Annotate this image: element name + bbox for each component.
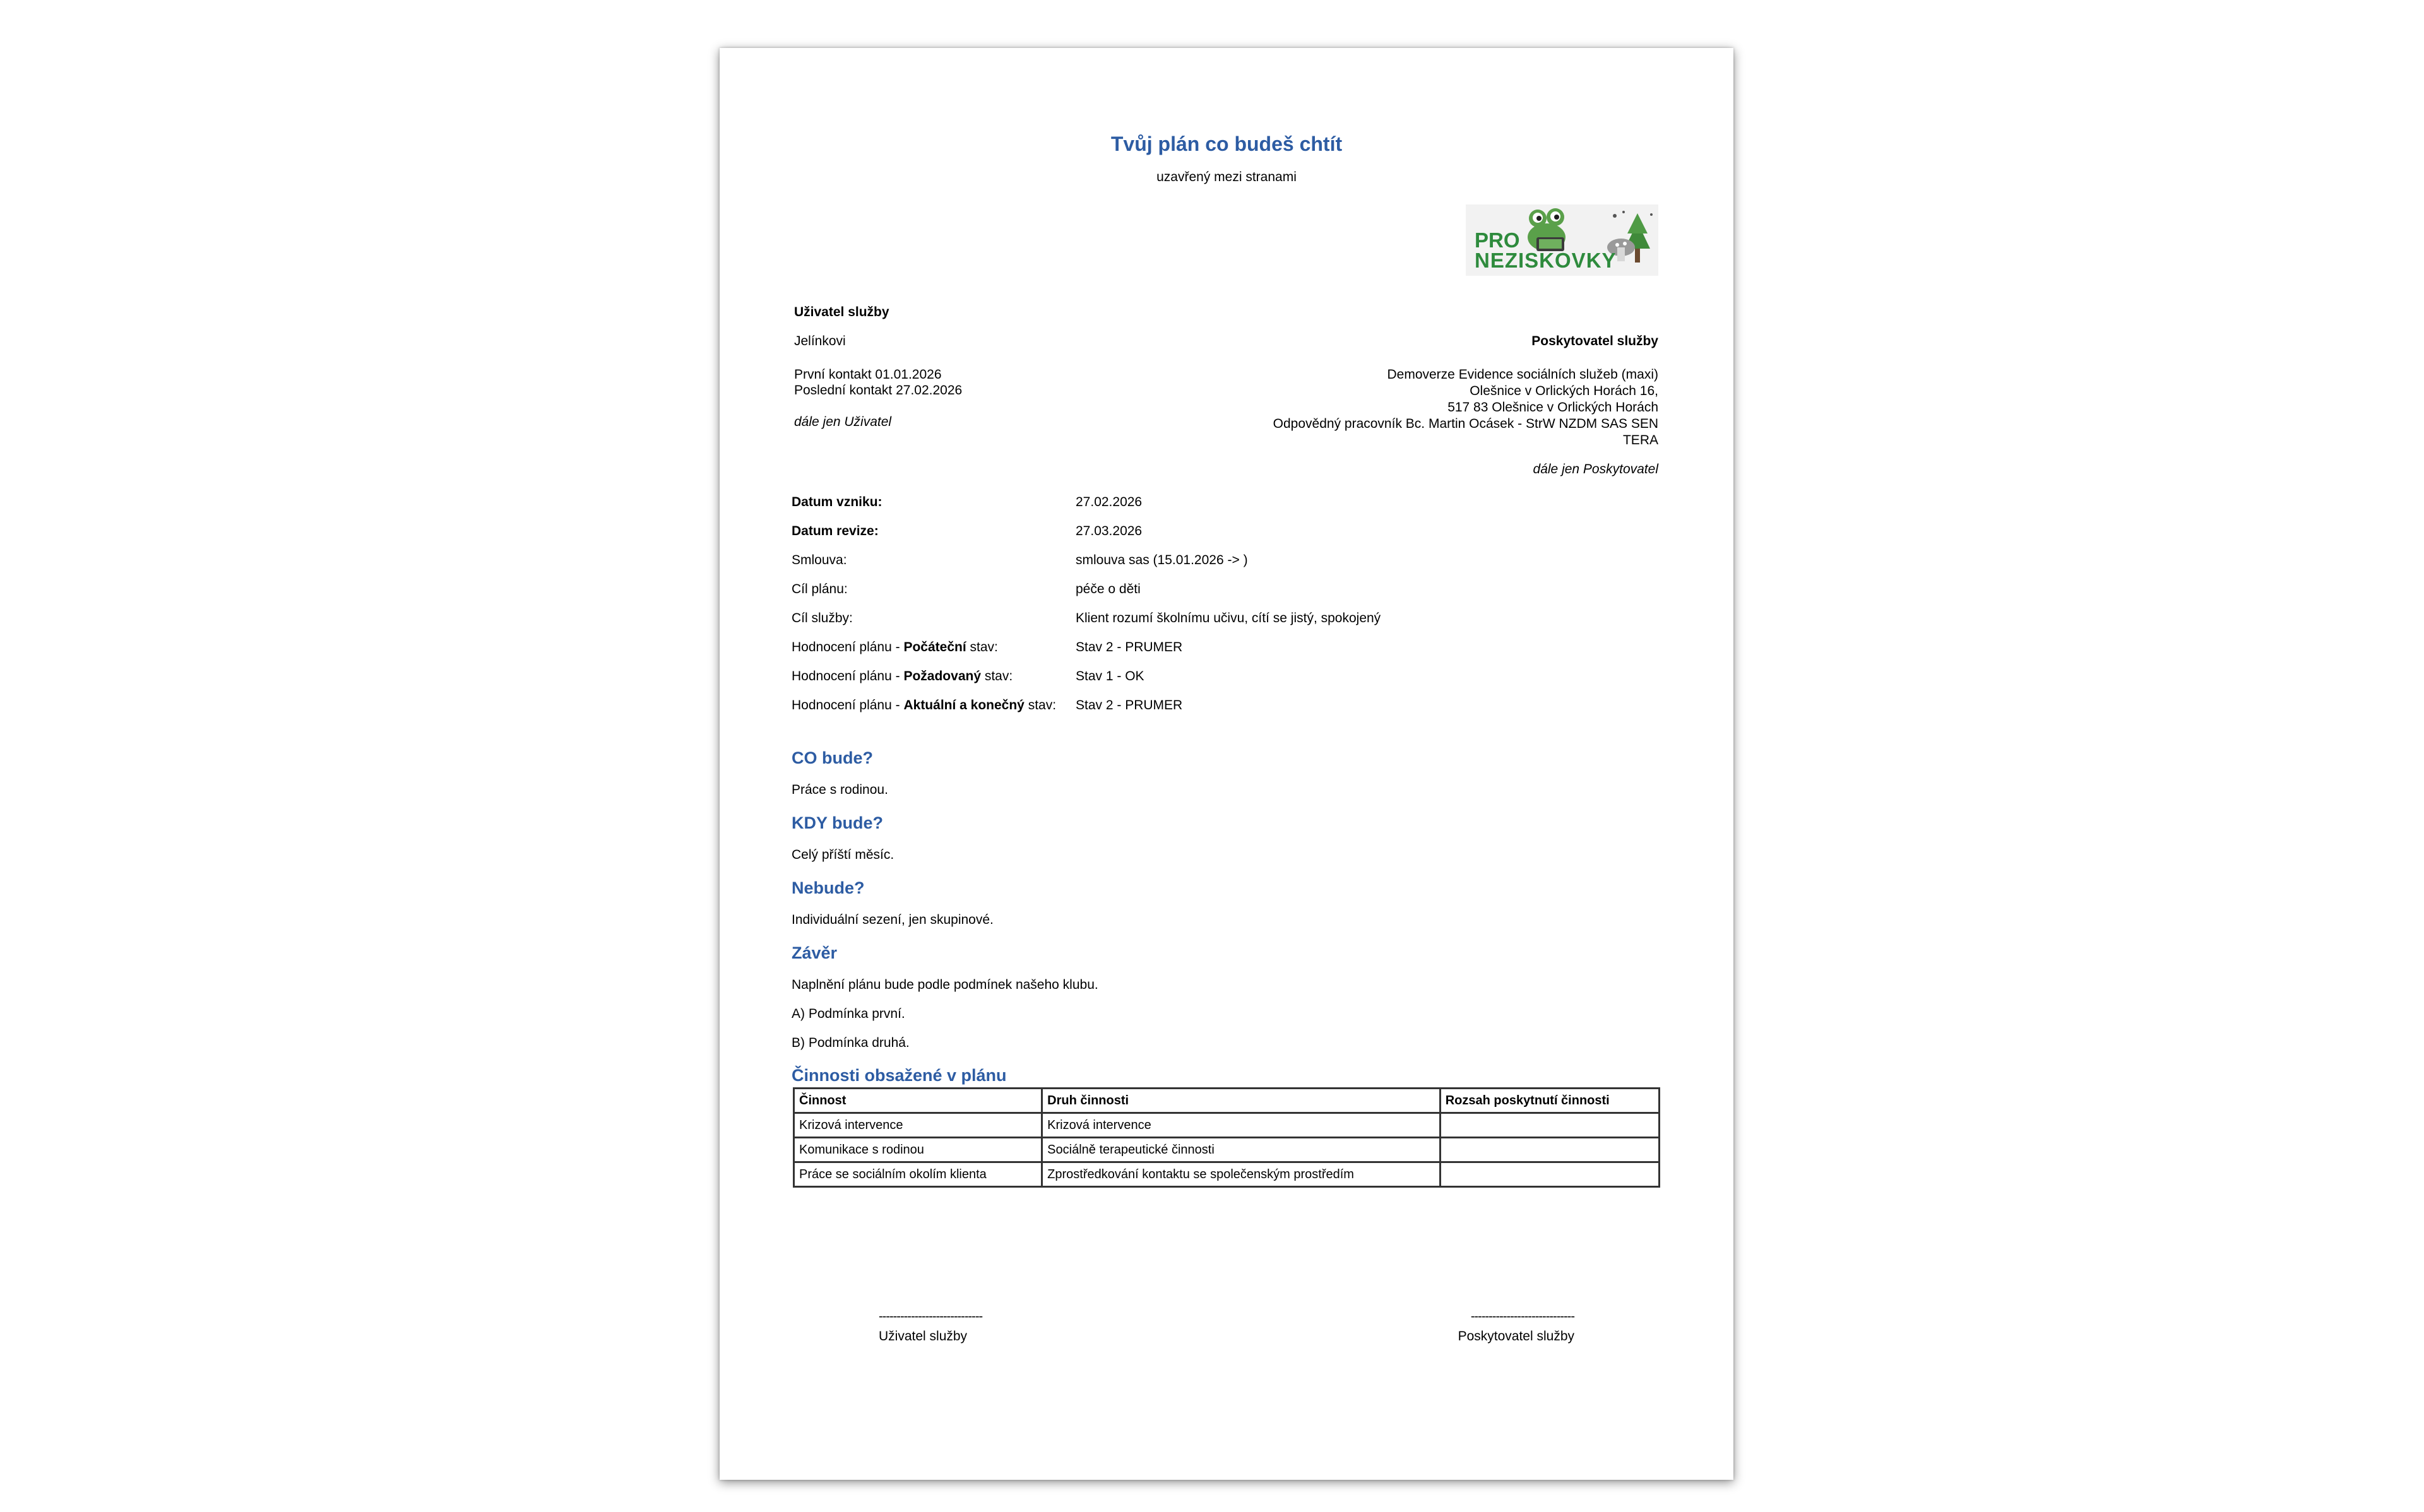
table-row (794, 1138, 1660, 1162)
service-goal-value: Klient rozumí školnímu učivu, cítí se jistý, spokojený (1076, 611, 1381, 625)
when-heading: KDY bude? (792, 813, 884, 832)
column-header: Druh činnosti (1042, 1089, 1441, 1113)
document-title: Tvůj plán co budeš chtít (1110, 133, 1343, 155)
revision-value: 27.03.2026 (1076, 524, 1143, 538)
logo-text-neziskovky: NEZISKOVKY (1475, 249, 1617, 272)
table-cell (1440, 1162, 1659, 1187)
eval-current-value: Stav 2 - PRUMER (1076, 698, 1183, 712)
pro-neziskovky-logo (1466, 204, 1658, 276)
table-cell: Práce se sociálním okolím klienta (794, 1162, 1042, 1187)
activities-heading: Činnosti obsažené v plánu (792, 1066, 1007, 1085)
provider-line: Olešnice v Orlických Horách 16, (1470, 384, 1658, 398)
not-heading: Nebude? (792, 878, 865, 897)
document-subtitle: uzavřený mezi stranami (1156, 170, 1297, 184)
created-label: Datum vzniku: (792, 495, 882, 509)
table-row (794, 1162, 1660, 1187)
table-cell: Zprostředkování kontaktu se společenským prostředím (1042, 1162, 1441, 1187)
eval-desired-label: Hodnocení plánu - Požadovaný stav: (792, 669, 1013, 683)
conclusion-line: A) Podmínka první. (792, 1007, 905, 1021)
table-cell: Krizová intervence (794, 1113, 1042, 1138)
provider-alias: dále jen Poskytovatel (1533, 462, 1658, 476)
what-text: Práce s rodinou. (792, 783, 888, 797)
service-goal-label: Cíl služby: (792, 611, 853, 625)
client-alias: dále jen Uživatel (794, 415, 892, 429)
conclusion-line: B) Podmínka druhá. (792, 1036, 910, 1050)
contract-value: smlouva sas (15.01.2026 -> ) (1076, 553, 1248, 567)
table-cell (1440, 1113, 1659, 1138)
table-cell (1440, 1138, 1659, 1162)
document-page (720, 48, 1733, 1480)
contract-label: Smlouva: (792, 553, 847, 567)
client-name: Jelínkovi (794, 334, 846, 348)
plan-goal-label: Cíl plánu: (792, 582, 848, 596)
eval-initial-label: Hodnocení plánu - Počáteční stav: (792, 640, 998, 654)
created-value: 27.02.2026 (1076, 495, 1143, 509)
provider-signature-label: Poskytovatel služby (1458, 1329, 1574, 1344)
provider-signature-line: ----------------------------- (1470, 1309, 1574, 1323)
eval-current-label: Hodnocení plánu - Aktuální a konečný stav: (792, 698, 1057, 712)
conclusion-line: Naplnění plánu bude podle podmínek našeho klubu. (792, 977, 1098, 992)
logo-text-pro: PRO (1475, 228, 1520, 252)
table-cell: Komunikace s rodinou (794, 1138, 1042, 1162)
plan-goal-value: péče o děti (1076, 582, 1141, 596)
what-heading: CO bude? (792, 748, 873, 767)
client-signature-line: ----------------------------- (879, 1309, 983, 1323)
column-header: Činnost (794, 1089, 1042, 1113)
eval-initial-value: Stav 2 - PRUMER (1076, 640, 1183, 654)
activities-table (793, 1087, 1660, 1188)
table-row (794, 1113, 1660, 1138)
when-text: Celý příští měsíc. (792, 848, 894, 862)
provider-heading: Poskytovatel služby (1531, 334, 1658, 348)
table-header-row (794, 1089, 1660, 1113)
table-cell: Sociálně terapeutické činnosti (1042, 1138, 1441, 1162)
eval-desired-value: Stav 1 - OK (1076, 669, 1144, 683)
client-heading: Uživatel služby (794, 305, 889, 319)
client-last-contact: Poslední kontakt 27.02.2026 (794, 383, 963, 398)
provider-line: Odpovědný pracovník Bc. Martin Ocásek - StrW NZDM SAS SEN (1273, 416, 1658, 431)
revision-label: Datum revize: (792, 524, 879, 538)
provider-line: Demoverze Evidence sociálních služeb (maxi) (1387, 367, 1658, 382)
client-first-contact: První kontakt 01.01.2026 (794, 367, 942, 382)
column-header: Rozsah poskytnutí činnosti (1440, 1089, 1659, 1113)
provider-line: 517 83 Olešnice v Orlických Horách (1447, 400, 1658, 415)
client-signature-label: Uživatel služby (879, 1329, 968, 1344)
table-cell: Krizová intervence (1042, 1113, 1441, 1138)
conclusion-heading: Závěr (792, 943, 838, 962)
provider-line: TERA (1622, 433, 1658, 447)
not-text: Individuální sezení, jen skupinové. (792, 913, 994, 927)
